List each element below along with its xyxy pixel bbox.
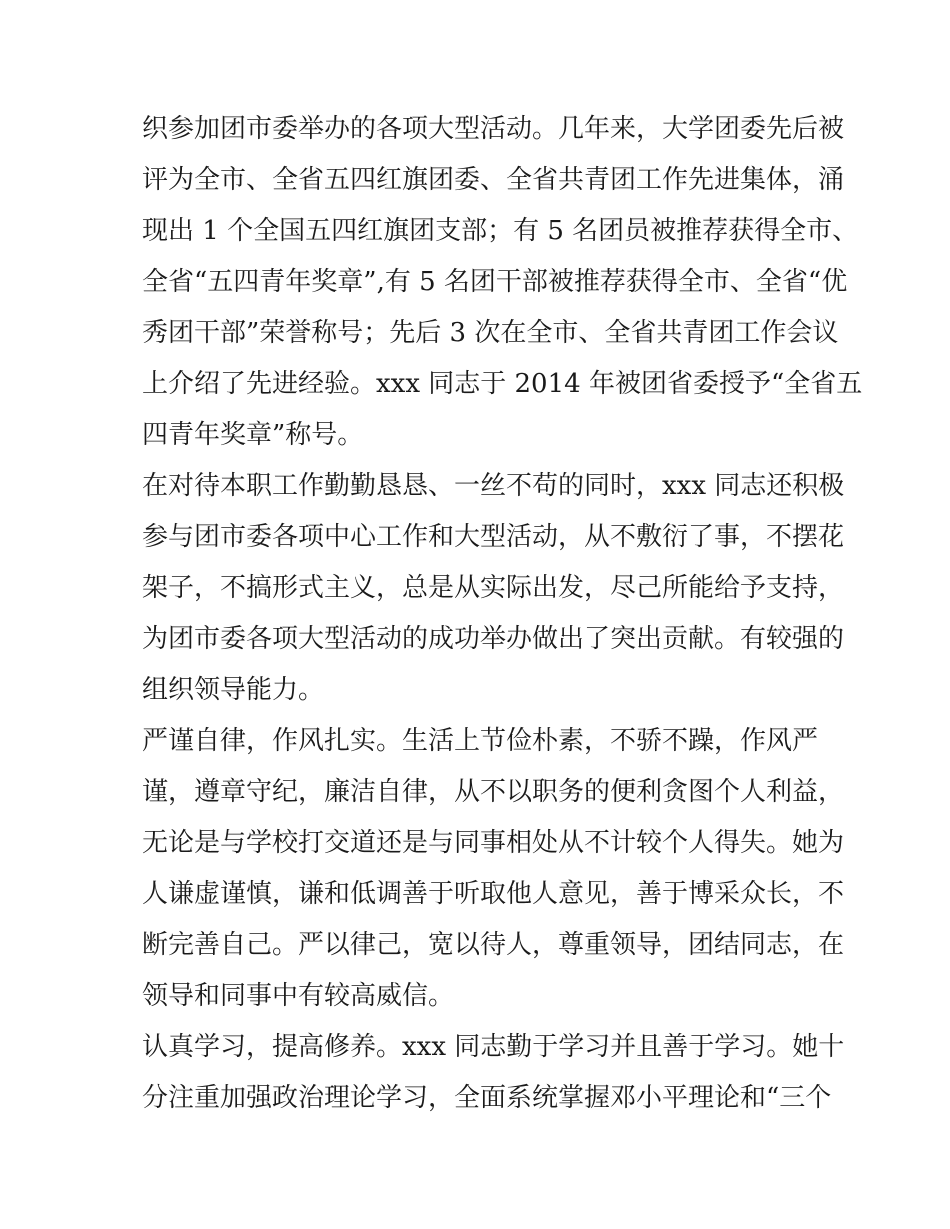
text-line: 织参加团市委举办的各项大型活动。几年来，大学团委先后被 — [142, 114, 845, 144]
text-line: 为团市委各项大型活动的成功举办做出了突出贡献。有较强的 — [142, 624, 845, 654]
text-line: 谨，遵章守纪，廉洁自律，从不以职务的便利贪图个人利益， — [142, 777, 845, 807]
text-line: 人谦虚谨慎，谦和低调善于听取他人意见，善于博采众长，不 — [142, 879, 845, 909]
text-line: 领导和同事中有较高威信。 — [142, 981, 455, 1011]
text-line: 无论是与学校打交道还是与同事相处从不计较个人得失。她为 — [142, 828, 845, 858]
text-line: 严谨自律，作风扎实。生活上节俭朴素，不骄不躁，作风严 — [142, 726, 819, 756]
text-line: 四青年奖章”称号。 — [142, 420, 364, 450]
text-line: 认真学习，提高修养。xxx 同志勤于学习并且善于学习。她十 — [142, 1032, 845, 1062]
text-line: 参与团市委各项中心工作和大型活动，从不敷衍了事，不摆花 — [142, 522, 845, 552]
paragraph-3 — [142, 716, 845, 1022]
text-line: 架子，不搞形式主义，总是从实际出发，尽己所能给予支持， — [142, 573, 845, 603]
text-line: 组织领导能力。 — [142, 675, 325, 705]
text-line: 全省“五四青年奖章”,有 5 名团干部被推荐获得全市、全省“优 — [142, 267, 848, 297]
paragraph-2 — [142, 461, 845, 716]
paragraph-1 — [142, 104, 863, 461]
paragraph-4 — [142, 1022, 845, 1124]
text-line: 上介绍了先进经验。xxx 同志于 2014 年被团省委授予“全省五 — [142, 369, 863, 399]
document-body — [142, 104, 863, 1124]
text-line: 秀团干部”荣誉称号；先后 3 次在全市、全省共青团工作会议 — [142, 318, 839, 348]
text-line: 在对待本职工作勤勤恳恳、一丝不苟的同时，xxx 同志还积极 — [142, 471, 845, 501]
text-line: 评为全市、全省五四红旗团委、全省共青团工作先进集体，涌 — [142, 165, 845, 195]
text-line: 分注重加强政治理论学习，全面系统掌握邓小平理论和“三个 — [142, 1083, 832, 1113]
text-line: 现出 1 个全国五四红旗团支部；有 5 名团员被推荐获得全市、 — [142, 216, 859, 246]
text-line: 断完善自己。严以律己，宽以待人，尊重领导，团结同志，在 — [142, 930, 845, 960]
